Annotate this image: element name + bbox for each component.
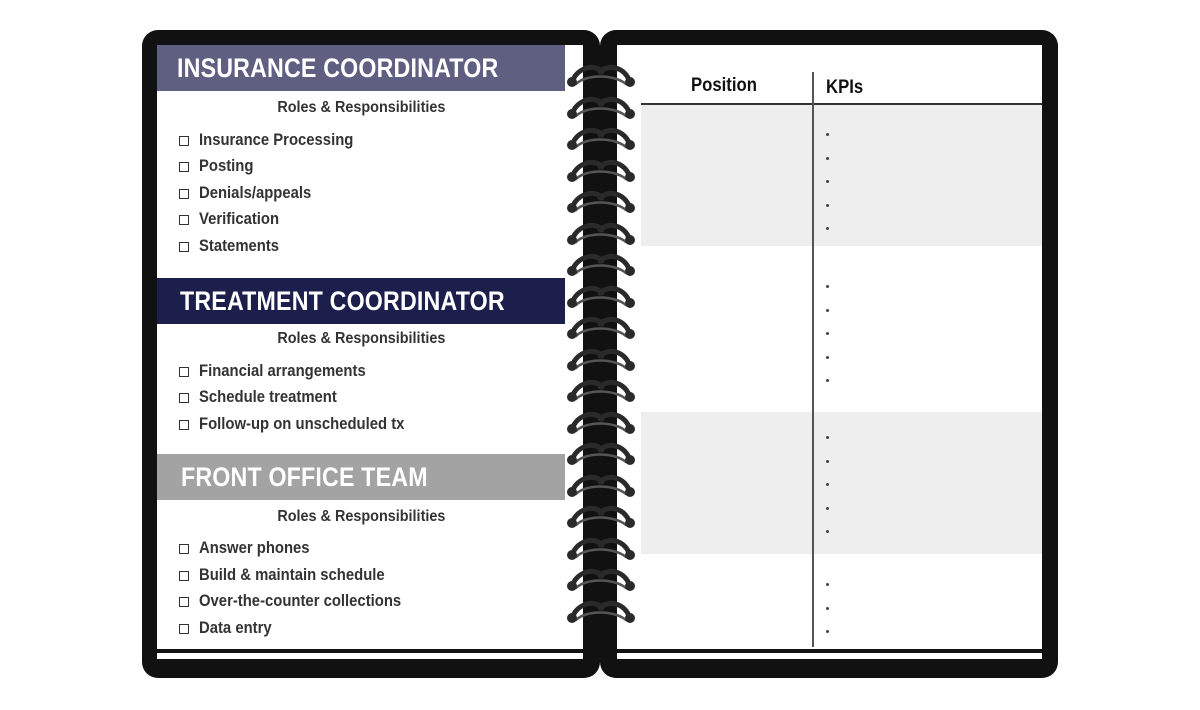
kpi-band-shaded	[641, 412, 1042, 554]
kpi-bullet-icon	[826, 309, 829, 312]
spiral-ring-icon	[566, 157, 636, 183]
spiral-ring-icon	[566, 472, 636, 498]
right-page	[617, 45, 1042, 649]
treatment-coordinator-banner	[157, 278, 565, 324]
checkbox-icon[interactable]	[179, 393, 189, 403]
checklist-item[interactable]: Build & maintain schedule	[179, 566, 405, 585]
treatment-coordinator-title: TREATMENT COORDINATOR	[180, 285, 505, 316]
position-column-header: Position	[691, 75, 757, 96]
kpi-bullet-icon	[826, 133, 829, 136]
spiral-ring-icon	[566, 377, 636, 403]
checkbox-icon[interactable]	[179, 624, 189, 634]
kpi-bullet-icon	[826, 436, 829, 439]
checklist-item[interactable]: Data entry	[179, 619, 280, 638]
kpi-band-shaded	[641, 105, 1042, 246]
kpi-bullet-icon	[826, 507, 829, 510]
checklist-item[interactable]: Schedule treatment	[179, 388, 352, 407]
spiral-ring-icon	[566, 94, 636, 120]
checklist-item[interactable]: Financial arrangements	[179, 362, 384, 381]
kpi-bullet-icon	[826, 204, 829, 207]
kpi-bullet-icon	[826, 583, 829, 586]
treatment-roles-heading: Roles & Responsibilities	[276, 330, 446, 347]
spiral-ring-icon	[566, 220, 636, 246]
left-page	[157, 45, 583, 649]
spiral-ring-icon	[566, 598, 636, 624]
kpi-bullet-icon	[826, 607, 829, 610]
spiral-ring-icon	[566, 283, 636, 309]
spiral-ring-icon	[566, 535, 636, 561]
checkbox-icon[interactable]	[179, 367, 189, 377]
insurance-coordinator-banner	[157, 45, 565, 91]
kpi-bullet-icon	[826, 460, 829, 463]
checkbox-icon[interactable]	[179, 544, 189, 554]
spiral-ring-icon	[566, 440, 636, 466]
spiral-ring-icon	[566, 125, 636, 151]
insurance-roles-heading: Roles & Responsibilities	[276, 99, 446, 116]
kpis-column-header: KPIs	[826, 77, 864, 98]
checkbox-icon[interactable]	[179, 215, 189, 225]
kpi-bullet-icon	[826, 356, 829, 359]
insurance-coordinator-title: INSURANCE COORDINATOR	[177, 52, 499, 83]
checklist-item[interactable]: Denials/appeals	[179, 184, 324, 203]
header-divider	[641, 103, 1042, 105]
checklist-item[interactable]: Verification	[179, 210, 288, 229]
checklist-item[interactable]: Statements	[179, 237, 288, 256]
checkbox-icon[interactable]	[179, 597, 189, 607]
front-office-team-banner	[157, 454, 565, 500]
front-office-team-title: FRONT OFFICE TEAM	[181, 461, 428, 492]
left-page-edge	[157, 651, 583, 659]
kpi-bullet-icon	[826, 379, 829, 382]
checklist-item[interactable]: Insurance Processing	[179, 131, 371, 150]
checklist-item[interactable]: Follow-up on unscheduled tx	[179, 415, 427, 434]
front-office-roles-heading: Roles & Responsibilities	[276, 508, 446, 525]
kpi-bullet-icon	[826, 285, 829, 288]
kpi-bullet-icon	[826, 332, 829, 335]
spiral-ring-icon	[566, 62, 636, 88]
spiral-ring-icon	[566, 346, 636, 372]
checkbox-icon[interactable]	[179, 420, 189, 430]
spiral-ring-icon	[566, 503, 636, 529]
checkbox-icon[interactable]	[179, 189, 189, 199]
kpi-bullet-icon	[826, 630, 829, 633]
spiral-ring-icon	[566, 314, 636, 340]
checklist-item[interactable]: Answer phones	[179, 539, 322, 558]
spiral-ring-icon	[566, 566, 636, 592]
checkbox-icon[interactable]	[179, 162, 189, 172]
column-divider	[812, 72, 814, 647]
checkbox-icon[interactable]	[179, 571, 189, 581]
right-page-edge	[617, 651, 1042, 659]
kpi-bullet-icon	[826, 157, 829, 160]
spiral-ring-icon	[566, 409, 636, 435]
spiral-ring-icon	[566, 251, 636, 277]
checklist-item[interactable]: Posting	[179, 157, 260, 176]
checklist-item[interactable]: Over-the-counter collections	[179, 592, 424, 611]
spiral-ring-icon	[566, 188, 636, 214]
checkbox-icon[interactable]	[179, 136, 189, 146]
checkbox-icon[interactable]	[179, 242, 189, 252]
